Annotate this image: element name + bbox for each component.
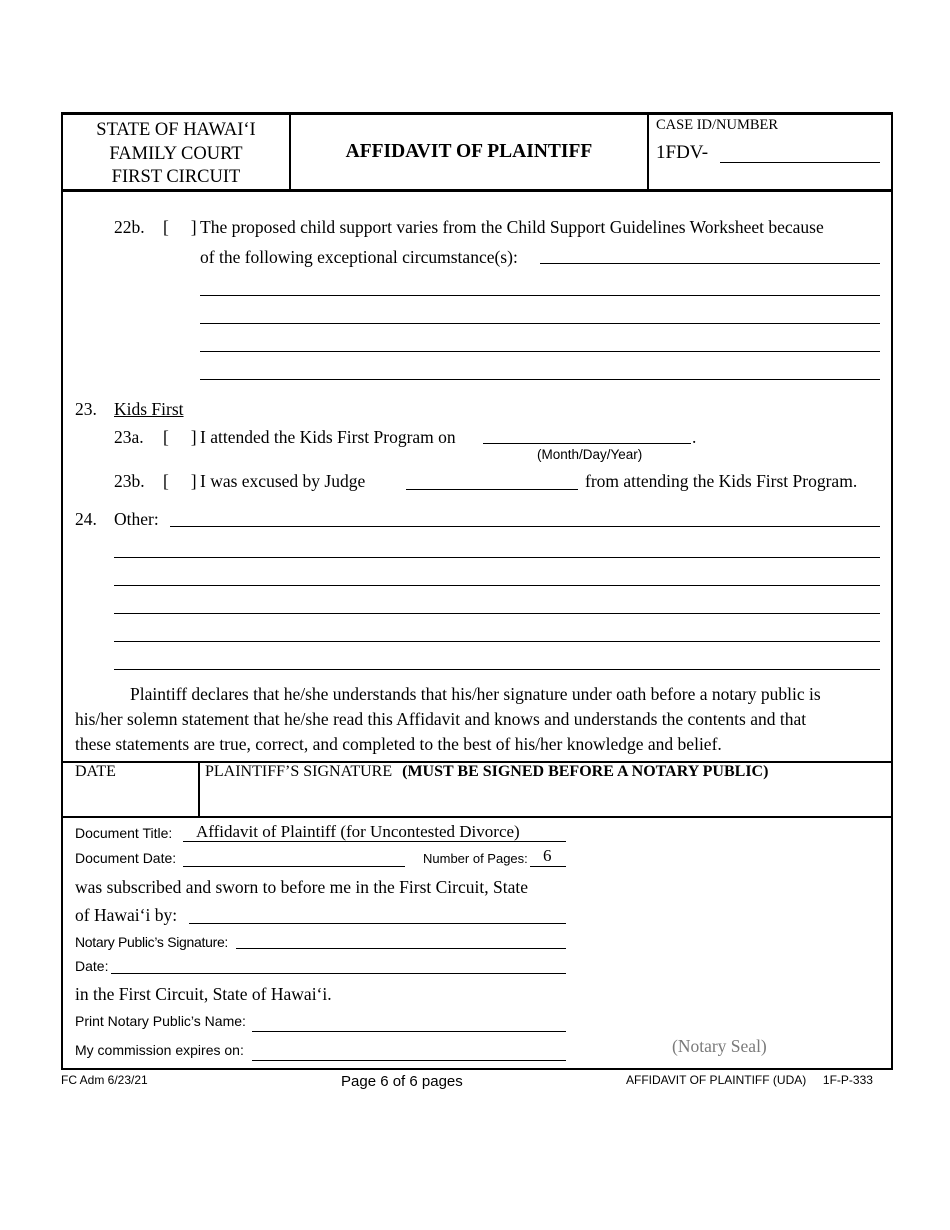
- doc-title-value: Affidavit of Plaintiff (for Uncontested Divorce): [196, 822, 520, 841]
- date-label: DATE: [75, 763, 116, 780]
- item-22b-field-5[interactable]: [200, 379, 880, 380]
- document-title: AFFIDAVIT OF PLAINTIFF: [345, 141, 593, 162]
- item-24-label: Other:: [114, 509, 159, 529]
- doc-title-field[interactable]: [183, 841, 566, 842]
- item-23b-judge-field[interactable]: [406, 489, 578, 490]
- item-24-field-2[interactable]: [114, 557, 880, 558]
- notary-seal-label: (Notary Seal): [672, 1036, 767, 1056]
- item-23a-period: .: [692, 427, 697, 447]
- item-23b-end-text: from attending the Kids First Program.: [585, 471, 858, 491]
- print-name-field[interactable]: [252, 1031, 566, 1032]
- doc-title-label: Document Title:: [75, 825, 173, 841]
- notary-signature-field[interactable]: [236, 948, 566, 949]
- plaintiff-signature-field[interactable]: [205, 763, 768, 781]
- signature-row-bottom-rule: [61, 816, 893, 818]
- item-24-field-3[interactable]: [114, 585, 880, 586]
- item-24-number: 24.: [75, 509, 97, 529]
- commission-field[interactable]: [252, 1060, 566, 1061]
- notary-date-field[interactable]: [111, 973, 566, 974]
- item-22b-field-1[interactable]: [540, 263, 880, 264]
- court-circuit: FIRST CIRCUIT: [111, 167, 241, 187]
- item-24-field-6[interactable]: [114, 669, 880, 670]
- signature-row-divider: [198, 762, 200, 817]
- item-22b-field-4[interactable]: [200, 351, 880, 352]
- notary-signature-label: Notary Public’s Signature:: [75, 934, 229, 950]
- item-24-field-4[interactable]: [114, 613, 880, 614]
- item-22b-checkbox[interactable]: [ ]: [163, 217, 197, 237]
- item-22b-field-2[interactable]: [200, 295, 880, 296]
- case-prefix: 1FDV-: [656, 142, 709, 163]
- sworn-line-1: was subscribed and sworn to before me in the First Circuit, State: [75, 877, 528, 897]
- item-23-title: Kids First: [114, 399, 184, 419]
- item-22b-text-1: The proposed child support varies from the Child Support Guidelines Worksheet because: [200, 217, 824, 237]
- item-23-number: 23.: [75, 399, 97, 419]
- footer-form-id: FC Adm 6/23/21: [61, 1073, 148, 1087]
- notary-circuit-line: in the First Circuit, State of Hawai‘i.: [75, 984, 332, 1004]
- footer-form-title: AFFIDAVIT OF PLAINTIFF (UDA) 1F-P-333: [626, 1073, 873, 1087]
- item-23a-number: 23a.: [114, 427, 144, 447]
- commission-label: My commission expires on:: [75, 1042, 244, 1058]
- pages-label: Number of Pages:: [423, 851, 528, 866]
- declaration-line-2: his/her solemn statement that he/she read this Affidavit and knows and understands the contents and that: [75, 709, 807, 729]
- item-23a-date-field[interactable]: [483, 443, 691, 444]
- case-number-field[interactable]: [720, 162, 880, 163]
- print-name-label: Print Notary Public’s Name:: [75, 1013, 246, 1029]
- item-24-field-5[interactable]: [114, 641, 880, 642]
- plaintiff-signature-note: (MUST BE SIGNED BEFORE A NOTARY PUBLIC): [402, 763, 769, 780]
- declaration-line-1: Plaintiff declares that he/she understands that his/her signature under oath before a notary public is: [130, 684, 821, 704]
- item-23a-checkbox[interactable]: [ ]: [163, 427, 197, 447]
- item-23a-text: I attended the Kids First Program on: [200, 427, 456, 447]
- plaintiff-signature-label: PLAINTIFF’S SIGNATURE: [205, 763, 393, 780]
- court-block: [63, 119, 289, 190]
- item-23b-text: I was excused by Judge: [200, 471, 366, 491]
- item-22b-field-3[interactable]: [200, 323, 880, 324]
- pages-field[interactable]: [530, 866, 566, 867]
- item-24-field-1[interactable]: [170, 526, 880, 527]
- sworn-line-2: of Hawai‘i by:: [75, 905, 178, 925]
- footer-page-number: Page 6 of 6 pages: [341, 1073, 463, 1090]
- sworn-by-field[interactable]: [189, 923, 566, 924]
- item-23a-date-hint: (Month/Day/Year): [537, 447, 643, 462]
- item-23b-checkbox[interactable]: [ ]: [163, 471, 197, 491]
- doc-date-field[interactable]: [183, 866, 405, 867]
- court-name: FAMILY COURT: [109, 143, 243, 164]
- header-divider-2: [647, 113, 649, 191]
- declaration-line-3: these statements are true, correct, and completed to the best of his/her knowledge and belief.: [75, 734, 722, 754]
- pages-value: 6: [543, 846, 552, 865]
- doc-date-label: Document Date:: [75, 850, 177, 866]
- case-id-label: CASE ID/NUMBER: [656, 117, 779, 133]
- item-23b-number: 23b.: [114, 471, 145, 491]
- item-22b-number: 22b.: [114, 217, 145, 237]
- court-state: STATE OF HAWAI‘I: [96, 120, 256, 140]
- item-22b-text-2: of the following exceptional circumstance(s):: [200, 247, 518, 267]
- notary-date-label: Date:: [75, 958, 109, 974]
